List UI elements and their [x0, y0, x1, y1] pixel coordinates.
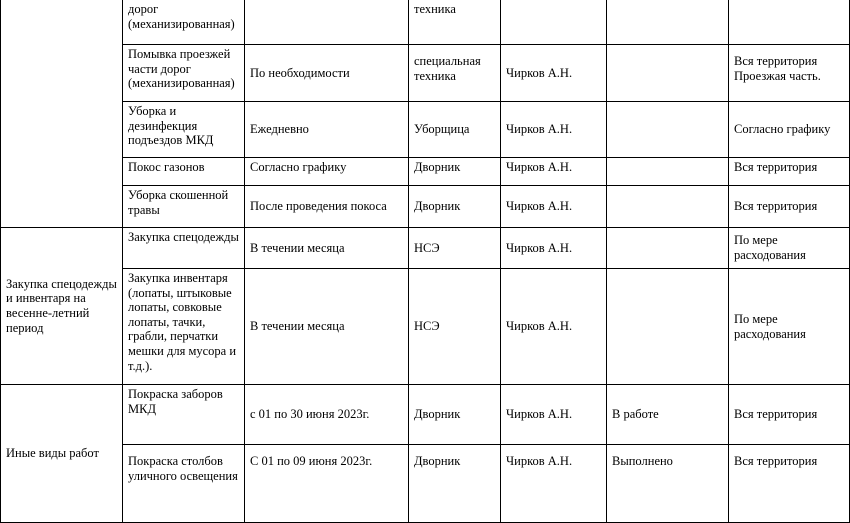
period-cell: Ежедневно [245, 102, 409, 158]
responsible-cell: Чирков А.Н. [501, 158, 607, 186]
group-cell: Иные виды работ [1, 385, 123, 523]
table-row [1, 445, 850, 523]
note-cell: По мере расходования [729, 269, 850, 385]
work-cell: Покраска столбов уличного освещения [123, 445, 245, 523]
executor-cell: Дворник [409, 385, 501, 445]
responsible-cell: Чирков А.Н. [501, 228, 607, 269]
responsible-cell: Чирков А.Н. [501, 445, 607, 523]
status-cell [607, 0, 729, 45]
status-cell: Выполнено [607, 445, 729, 523]
note-cell: Вся территория [729, 385, 850, 445]
note-cell: Вся территория [729, 186, 850, 228]
table-row [1, 269, 850, 385]
note-cell [729, 0, 850, 45]
work-cell: Покос газонов [123, 158, 245, 186]
note-cell: Вся территория Проезжая часть. [729, 45, 850, 102]
responsible-cell: Чирков А.Н. [501, 186, 607, 228]
table-row [1, 102, 850, 158]
executor-cell: Дворник [409, 158, 501, 186]
period-cell: В течении месяца [245, 228, 409, 269]
period-cell: с 01 по 30 июня 2023г. [245, 385, 409, 445]
status-cell [607, 102, 729, 158]
table-row [1, 385, 850, 445]
responsible-cell [501, 0, 607, 45]
table-row [1, 0, 850, 45]
status-cell [607, 269, 729, 385]
group-cell: Закупка спецодежды и инвентаря на весенне-летний период [1, 228, 123, 385]
status-cell [607, 186, 729, 228]
responsible-cell: Чирков А.Н. [501, 102, 607, 158]
executor-cell: техника [409, 0, 501, 45]
work-cell: Уборка и дезинфекция подъездов МКД [123, 102, 245, 158]
responsible-cell: Чирков А.Н. [501, 269, 607, 385]
work-cell: Закупка инвентаря (лопаты, штыковые лопаты, совковые лопаты, тачки, грабли, перчатки мешки для мусора и т.д.). [123, 269, 245, 385]
executor-cell: Дворник [409, 186, 501, 228]
note-cell: Вся территория [729, 445, 850, 523]
period-cell: Согласно графику [245, 158, 409, 186]
executor-cell: Дворник [409, 445, 501, 523]
period-cell: По необходимости [245, 45, 409, 102]
status-cell [607, 228, 729, 269]
table-row [1, 228, 850, 269]
table-row [1, 186, 850, 228]
responsible-cell: Чирков А.Н. [501, 45, 607, 102]
table-row [1, 158, 850, 186]
executor-cell: специальная техника [409, 45, 501, 102]
status-cell [607, 158, 729, 186]
responsible-cell: Чирков А.Н. [501, 385, 607, 445]
period-cell: После проведения покоса [245, 186, 409, 228]
period-cell: В течении месяца [245, 269, 409, 385]
executor-cell: НСЭ [409, 269, 501, 385]
executor-cell: Уборщица [409, 102, 501, 158]
period-cell: С 01 по 09 июня 2023г. [245, 445, 409, 523]
status-cell [607, 45, 729, 102]
work-cell: Покраска заборов МКД [123, 385, 245, 445]
status-cell: В работе [607, 385, 729, 445]
note-cell: Вся территория [729, 158, 850, 186]
group-cell [1, 0, 123, 228]
note-cell: По мере расходования [729, 228, 850, 269]
work-cell: Уборка скошенной травы [123, 186, 245, 228]
work-cell: дорог (механизированная) [123, 0, 245, 45]
table-row [1, 45, 850, 102]
note-cell: Согласно графику [729, 102, 850, 158]
work-cell: Помывка проезжей части дорог (механизированная) [123, 45, 245, 102]
period-cell [245, 0, 409, 45]
executor-cell: НСЭ [409, 228, 501, 269]
work-cell: Закупка спецодежды [123, 228, 245, 269]
